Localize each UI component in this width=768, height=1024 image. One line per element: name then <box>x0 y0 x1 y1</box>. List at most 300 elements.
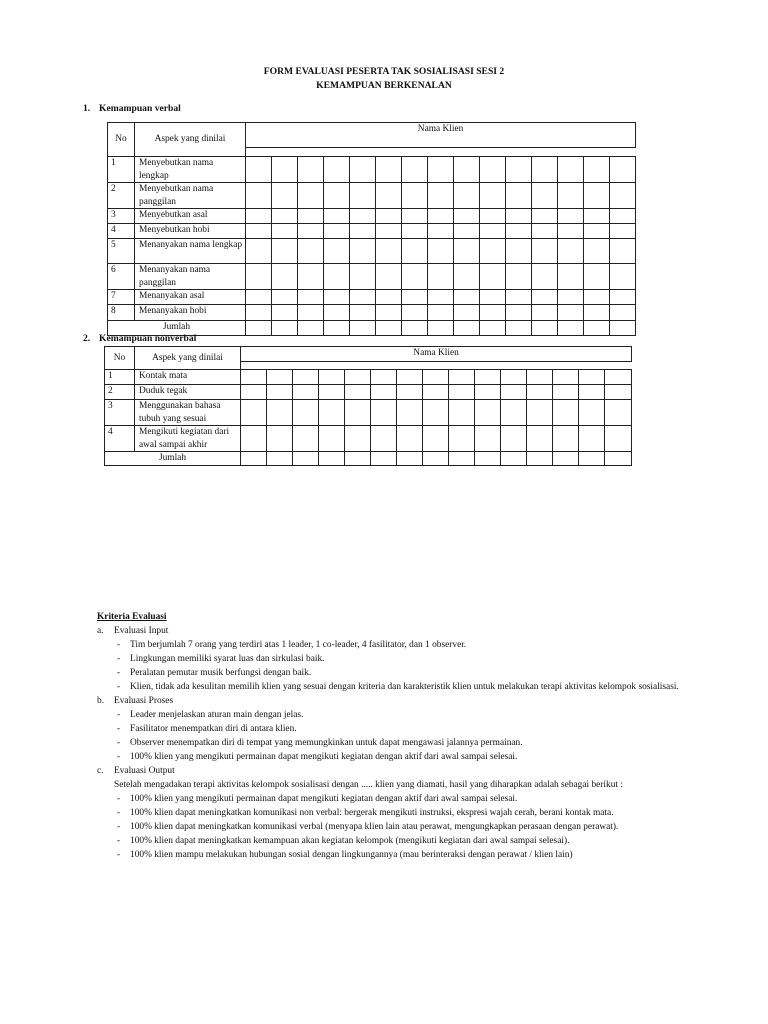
score-cell[interactable] <box>324 239 350 264</box>
criteria-item <box>114 792 707 806</box>
score-cell[interactable] <box>324 264 350 290</box>
score-cell[interactable] <box>527 400 553 426</box>
jumlah-cell[interactable] <box>376 321 402 336</box>
evaluasi-input-title <box>97 624 707 638</box>
row-aspek: Menanyakan nama lengkap <box>135 239 246 264</box>
header-no: No <box>105 347 135 370</box>
score-cell[interactable] <box>371 385 397 400</box>
score-cell[interactable] <box>579 426 605 452</box>
score-cell[interactable] <box>246 183 272 209</box>
score-cell[interactable] <box>371 400 397 426</box>
score-cell[interactable] <box>272 183 298 209</box>
score-cell[interactable] <box>241 385 267 400</box>
score-cell[interactable] <box>558 157 584 183</box>
score-cell[interactable] <box>454 305 480 321</box>
header-no: No <box>108 123 135 157</box>
dash-bullet: - <box>117 668 121 678</box>
score-cell[interactable] <box>428 157 454 183</box>
score-cell[interactable] <box>584 209 610 224</box>
score-cell[interactable] <box>532 290 558 305</box>
score-cell[interactable] <box>610 305 636 321</box>
score-cell[interactable] <box>480 209 506 224</box>
score-cell[interactable] <box>298 264 324 290</box>
score-cell[interactable] <box>454 157 480 183</box>
score-cell[interactable] <box>298 290 324 305</box>
table-row <box>105 426 632 452</box>
score-cell[interactable] <box>423 385 449 400</box>
header-aspek: Aspek yang dinilai <box>135 123 246 157</box>
score-cell[interactable] <box>480 183 506 209</box>
sub-title: Evaluasi Proses <box>114 696 174 706</box>
sub-label: b. <box>97 696 105 706</box>
form-subtitle: KEMAMPUAN BERKENALAN <box>316 80 452 91</box>
score-cell[interactable] <box>454 209 480 224</box>
score-cell[interactable] <box>584 290 610 305</box>
jumlah-cell[interactable] <box>319 452 345 466</box>
score-cell[interactable] <box>293 426 319 452</box>
score-cell[interactable] <box>293 400 319 426</box>
score-cell[interactable] <box>376 224 402 239</box>
dash-bullet: - <box>117 654 121 664</box>
evaluasi-proses-title <box>97 694 707 708</box>
table-row <box>108 290 636 305</box>
jumlah-cell[interactable] <box>246 321 272 336</box>
jumlah-cell[interactable] <box>605 452 632 466</box>
score-cell[interactable] <box>584 224 610 239</box>
score-cell[interactable] <box>506 183 532 209</box>
criteria-item <box>114 820 707 834</box>
score-cell[interactable] <box>579 385 605 400</box>
score-cell[interactable] <box>241 370 267 385</box>
criteria-item <box>114 750 707 764</box>
dash-bullet: - <box>117 752 121 762</box>
score-cell[interactable] <box>350 290 376 305</box>
score-cell[interactable] <box>532 157 558 183</box>
score-cell[interactable] <box>345 400 371 426</box>
jumlah-cell[interactable] <box>272 321 298 336</box>
jumlah-cell[interactable] <box>553 452 579 466</box>
score-cell[interactable] <box>423 426 449 452</box>
score-cell[interactable] <box>506 157 532 183</box>
row-no: 4 <box>108 224 135 239</box>
row-aspek: Menanyakan hobi <box>135 305 246 321</box>
score-cell[interactable] <box>480 239 506 264</box>
row-no: 2 <box>105 385 135 400</box>
score-cell[interactable] <box>558 183 584 209</box>
score-cell[interactable] <box>298 209 324 224</box>
score-cell[interactable] <box>293 370 319 385</box>
criteria-item-text: Klien, tidak ada kesulitan memilih klien yang sesuai dengan kriteria dan karakteristik klien untuk melakukan terapi aktivitas kelompok sosialisasi. <box>130 682 679 692</box>
score-cell[interactable] <box>397 400 423 426</box>
score-cell[interactable] <box>584 305 610 321</box>
score-cell[interactable] <box>350 239 376 264</box>
score-cell[interactable] <box>350 224 376 239</box>
nonverbal-table <box>104 346 632 466</box>
jumlah-label: Jumlah <box>108 321 246 336</box>
table-row <box>108 224 636 239</box>
score-cell[interactable] <box>376 209 402 224</box>
score-cell[interactable] <box>324 224 350 239</box>
score-cell[interactable] <box>376 305 402 321</box>
score-cell[interactable] <box>350 183 376 209</box>
row-no: 3 <box>108 209 135 224</box>
score-cell[interactable] <box>506 239 532 264</box>
header-nama-klien: Nama Klien <box>246 123 636 148</box>
score-cell[interactable] <box>350 305 376 321</box>
table-row <box>108 209 636 224</box>
score-cell[interactable] <box>605 385 632 400</box>
score-cell[interactable] <box>610 264 636 290</box>
score-cell[interactable] <box>371 426 397 452</box>
score-cell[interactable] <box>605 426 632 452</box>
score-cell[interactable] <box>532 239 558 264</box>
score-cell[interactable] <box>584 264 610 290</box>
section-title: Kemampuan verbal <box>99 103 181 114</box>
score-cell[interactable] <box>272 239 298 264</box>
score-cell[interactable] <box>246 209 272 224</box>
jumlah-cell[interactable] <box>501 452 527 466</box>
score-cell[interactable] <box>480 157 506 183</box>
verbal-table <box>107 122 636 336</box>
score-cell[interactable] <box>454 183 480 209</box>
row-no: 1 <box>108 157 135 183</box>
criteria-item-text: 100% klien yang mengikuti permainan dapat mengikuti kegiatan dengan aktif dari awal sampai selesai. <box>130 794 518 804</box>
criteria-item-text: 100% klien mampu melakukan hubungan sosial dengan lingkungannya (mau berinteraksi dengan perawat / klien lain) <box>130 850 573 860</box>
jumlah-cell[interactable] <box>449 452 475 466</box>
score-cell[interactable] <box>324 305 350 321</box>
score-cell[interactable] <box>423 370 449 385</box>
score-cell[interactable] <box>246 305 272 321</box>
score-cell[interactable] <box>345 385 371 400</box>
score-cell[interactable] <box>298 305 324 321</box>
criteria-item <box>114 722 707 736</box>
jumlah-cell[interactable] <box>527 452 553 466</box>
row-aspek: Menyebutkan nama panggilan <box>135 183 246 209</box>
criteria-item-text: Tim berjumlah 7 orang yang terdiri atas 1 leader, 1 co-leader, 4 fasilitator, dan 1 observer. <box>130 640 467 650</box>
score-cell[interactable] <box>376 183 402 209</box>
jumlah-cell[interactable] <box>480 321 506 336</box>
score-cell[interactable] <box>241 400 267 426</box>
row-aspek: Menyebutkan hobi <box>135 224 246 239</box>
score-cell[interactable] <box>272 290 298 305</box>
sub-label: c. <box>97 766 104 776</box>
table-row <box>105 385 632 400</box>
score-cell[interactable] <box>579 370 605 385</box>
score-cell[interactable] <box>319 400 345 426</box>
score-cell[interactable] <box>298 224 324 239</box>
score-cell[interactable] <box>532 183 558 209</box>
score-cell[interactable] <box>371 370 397 385</box>
score-cell[interactable] <box>272 305 298 321</box>
score-cell[interactable] <box>246 290 272 305</box>
jumlah-cell[interactable] <box>402 321 428 336</box>
score-cell[interactable] <box>428 305 454 321</box>
score-cell[interactable] <box>610 290 636 305</box>
score-cell[interactable] <box>376 239 402 264</box>
score-cell[interactable] <box>428 209 454 224</box>
score-cell[interactable] <box>350 264 376 290</box>
section-number: 2. <box>83 333 91 344</box>
criteria-item-text: Fasilitator menempatkan diri di antara klien. <box>130 724 297 734</box>
score-cell[interactable] <box>246 264 272 290</box>
score-cell[interactable] <box>475 426 501 452</box>
score-cell[interactable] <box>428 239 454 264</box>
row-aspek: Duduk tegak <box>135 385 241 400</box>
score-cell[interactable] <box>267 370 293 385</box>
score-cell[interactable] <box>319 370 345 385</box>
score-cell[interactable] <box>480 290 506 305</box>
score-cell[interactable] <box>293 385 319 400</box>
score-cell[interactable] <box>376 157 402 183</box>
dash-bullet: - <box>117 640 121 650</box>
jumlah-cell[interactable] <box>371 452 397 466</box>
score-cell[interactable] <box>501 370 527 385</box>
score-cell[interactable] <box>246 157 272 183</box>
score-cell[interactable] <box>423 400 449 426</box>
score-cell[interactable] <box>267 385 293 400</box>
section-number: 1. <box>83 103 91 114</box>
jumlah-cell[interactable] <box>475 452 501 466</box>
row-aspek: Menyebutkan nama lengkap <box>135 157 246 183</box>
row-no: 5 <box>108 239 135 264</box>
score-cell[interactable] <box>324 183 350 209</box>
score-cell[interactable] <box>298 183 324 209</box>
score-cell[interactable] <box>324 209 350 224</box>
score-cell[interactable] <box>454 290 480 305</box>
table-row <box>108 305 636 321</box>
score-cell[interactable] <box>506 290 532 305</box>
score-cell[interactable] <box>272 264 298 290</box>
criteria-item <box>114 652 707 666</box>
score-cell[interactable] <box>402 305 428 321</box>
score-cell[interactable] <box>558 264 584 290</box>
row-aspek: Menanyakan asal <box>135 290 246 305</box>
evaluasi-output-title <box>97 764 707 778</box>
score-cell[interactable] <box>298 239 324 264</box>
score-cell[interactable] <box>584 239 610 264</box>
score-cell[interactable] <box>246 224 272 239</box>
score-cell[interactable] <box>376 264 402 290</box>
score-cell[interactable] <box>350 209 376 224</box>
score-cell[interactable] <box>272 224 298 239</box>
score-cell[interactable] <box>319 426 345 452</box>
score-cell[interactable] <box>345 426 371 452</box>
score-cell[interactable] <box>584 183 610 209</box>
score-cell[interactable] <box>324 157 350 183</box>
score-cell[interactable] <box>527 370 553 385</box>
score-cell[interactable] <box>454 224 480 239</box>
header-nama-klien: Nama Klien <box>241 347 632 362</box>
jumlah-cell[interactable] <box>293 452 319 466</box>
criteria-item <box>114 834 707 848</box>
row-no: 4 <box>105 426 135 452</box>
score-cell[interactable] <box>480 305 506 321</box>
score-cell[interactable] <box>605 400 632 426</box>
section-title: Kemampuan nonverbal <box>99 333 197 344</box>
score-cell[interactable] <box>553 370 579 385</box>
score-cell[interactable] <box>584 157 610 183</box>
row-aspek: Menggunakan bahasa tubuh yang sesuai <box>135 400 241 426</box>
score-cell[interactable] <box>527 385 553 400</box>
jumlah-cell[interactable] <box>558 321 584 336</box>
score-cell[interactable] <box>532 305 558 321</box>
score-cell[interactable] <box>475 385 501 400</box>
score-cell[interactable] <box>610 239 636 264</box>
score-cell[interactable] <box>579 400 605 426</box>
score-cell[interactable] <box>298 157 324 183</box>
score-cell[interactable] <box>272 209 298 224</box>
score-cell[interactable] <box>506 305 532 321</box>
score-cell[interactable] <box>553 426 579 452</box>
jumlah-cell[interactable] <box>397 452 423 466</box>
score-cell[interactable] <box>397 370 423 385</box>
form-title: FORM EVALUASI PESERTA TAK SOSIALISASI SESI 2 <box>263 66 505 77</box>
row-no: 6 <box>108 264 135 290</box>
score-cell[interactable] <box>319 385 345 400</box>
score-cell[interactable] <box>402 183 428 209</box>
dash-bullet: - <box>117 822 121 832</box>
score-cell[interactable] <box>553 385 579 400</box>
score-cell[interactable] <box>402 224 428 239</box>
score-cell[interactable] <box>449 400 475 426</box>
evaluasi-output-list <box>97 792 707 862</box>
criteria-item-text: 100% klien dapat meningkatkan kemampuan akan kegiatan kelompok (mengikuti kegiatan dari awal sampai selesai). <box>130 836 570 846</box>
evaluasi-input-list <box>97 638 707 694</box>
jumlah-cell[interactable] <box>610 321 636 336</box>
jumlah-cell[interactable] <box>267 452 293 466</box>
score-cell[interactable] <box>272 157 298 183</box>
score-cell[interactable] <box>558 305 584 321</box>
row-no: 8 <box>108 305 135 321</box>
score-cell[interactable] <box>610 224 636 239</box>
score-cell[interactable] <box>397 426 423 452</box>
score-cell[interactable] <box>402 209 428 224</box>
score-cell[interactable] <box>454 264 480 290</box>
score-cell[interactable] <box>449 370 475 385</box>
jumlah-cell[interactable] <box>298 321 324 336</box>
score-cell[interactable] <box>246 239 272 264</box>
kriteria-heading: Kriteria Evaluasi <box>97 612 167 622</box>
evaluasi-proses-list <box>97 708 707 764</box>
score-cell[interactable] <box>558 209 584 224</box>
score-cell[interactable] <box>610 183 636 209</box>
dash-bullet: - <box>117 836 121 846</box>
score-cell[interactable] <box>532 264 558 290</box>
sub-title: Evaluasi Input <box>114 626 169 636</box>
score-cell[interactable] <box>501 385 527 400</box>
score-cell[interactable] <box>506 264 532 290</box>
score-cell[interactable] <box>267 426 293 452</box>
score-cell[interactable] <box>532 224 558 239</box>
jumlah-cell[interactable] <box>584 321 610 336</box>
row-aspek: Menanyakan nama panggilan <box>135 264 246 290</box>
score-cell[interactable] <box>397 385 423 400</box>
jumlah-cell[interactable] <box>579 452 605 466</box>
score-cell[interactable] <box>610 157 636 183</box>
score-cell[interactable] <box>501 426 527 452</box>
score-cell[interactable] <box>610 209 636 224</box>
row-no: 3 <box>105 400 135 426</box>
jumlah-cell[interactable] <box>241 452 267 466</box>
score-cell[interactable] <box>558 224 584 239</box>
score-cell[interactable] <box>506 224 532 239</box>
score-cell[interactable] <box>241 426 267 452</box>
score-cell[interactable] <box>324 290 350 305</box>
score-cell[interactable] <box>480 224 506 239</box>
criteria-item-text: 100% klien dapat meningkatkan komunikasi verbal (menyapa klien lain atau perawat, mengungkapkan perasaan dengan perawat). <box>130 822 619 832</box>
score-cell[interactable] <box>402 264 428 290</box>
jumlah-cell[interactable] <box>350 321 376 336</box>
score-cell[interactable] <box>605 370 632 385</box>
jumlah-row <box>105 452 632 466</box>
score-cell[interactable] <box>428 224 454 239</box>
table-row <box>108 183 636 209</box>
dash-bullet: - <box>117 850 121 860</box>
criteria-item <box>114 666 707 680</box>
score-cell[interactable] <box>267 400 293 426</box>
table-row <box>108 239 636 264</box>
table-row <box>105 400 632 426</box>
score-cell[interactable] <box>350 157 376 183</box>
dash-bullet: - <box>117 738 121 748</box>
score-cell[interactable] <box>501 400 527 426</box>
score-cell[interactable] <box>532 209 558 224</box>
row-aspek: Menyebutkan asal <box>135 209 246 224</box>
score-cell[interactable] <box>449 385 475 400</box>
dash-bullet: - <box>117 724 121 734</box>
table-row <box>105 370 632 385</box>
score-cell[interactable] <box>454 239 480 264</box>
score-cell[interactable] <box>428 183 454 209</box>
score-cell[interactable] <box>553 400 579 426</box>
score-cell[interactable] <box>402 290 428 305</box>
score-cell[interactable] <box>402 157 428 183</box>
evaluasi-output-intro: Setelah mengadakan terapi aktivitas kelompok sosialisasi dengan ..... klien yang diamati, hasil yang diharapkan adalah sebagai berikut : <box>114 780 623 790</box>
score-cell[interactable] <box>558 239 584 264</box>
jumlah-cell[interactable] <box>506 321 532 336</box>
jumlah-cell[interactable] <box>423 452 449 466</box>
score-cell[interactable] <box>506 209 532 224</box>
score-cell[interactable] <box>475 400 501 426</box>
row-no: 2 <box>108 183 135 209</box>
criteria-item-text: Leader menjelaskan aturan main dengan jelas. <box>130 710 304 720</box>
criteria-item-text: 100% klien yang mengikuti permainan dapat mengikuti kegiatan dengan aktif dari awal sampai selesai. <box>130 752 518 762</box>
criteria-item <box>114 736 707 750</box>
jumlah-cell[interactable] <box>532 321 558 336</box>
score-cell[interactable] <box>527 426 553 452</box>
score-cell[interactable] <box>558 290 584 305</box>
jumlah-cell[interactable] <box>345 452 371 466</box>
dash-bullet: - <box>117 808 121 818</box>
criteria-item-text: Lingkungan memiliki syarat luas dan sirkulasi baik. <box>130 654 325 664</box>
score-cell[interactable] <box>376 290 402 305</box>
row-aspek: Kontak mata <box>135 370 241 385</box>
score-cell[interactable] <box>475 370 501 385</box>
row-aspek: Mengikuti kegiatan dari awal sampai akhir <box>135 426 241 452</box>
score-cell[interactable] <box>402 239 428 264</box>
score-cell[interactable] <box>449 426 475 452</box>
score-cell[interactable] <box>480 264 506 290</box>
score-cell[interactable] <box>428 290 454 305</box>
criteria-item-text: 100% klien dapat meningkatkan komunikasi non verbal: bergerak mengikuti instruksi, ekspresi wajah cerah, berani kontak mata. <box>130 808 614 818</box>
jumlah-cell[interactable] <box>428 321 454 336</box>
section-nonverbal-heading <box>83 333 196 345</box>
score-cell[interactable] <box>345 370 371 385</box>
jumlah-cell[interactable] <box>454 321 480 336</box>
jumlah-cell[interactable] <box>324 321 350 336</box>
score-cell[interactable] <box>428 264 454 290</box>
sub-label: a. <box>97 626 104 636</box>
